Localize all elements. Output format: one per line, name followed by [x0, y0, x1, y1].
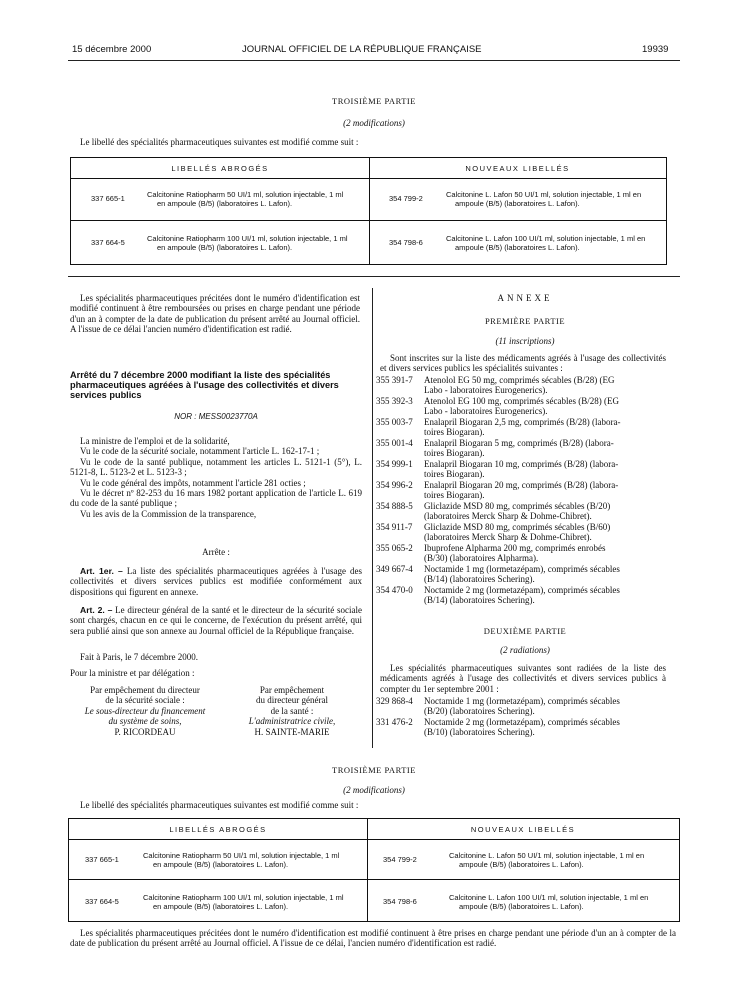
article-2 — [70, 605, 362, 636]
header-page-number: 19939 — [642, 44, 669, 55]
signature-right — [222, 685, 362, 737]
table-cell-code-old: 337 664-5 — [91, 238, 125, 247]
table-cell-old: Calcitonine Ratiopharm 100 UI/1 ml, solution injectable, 1 ml — [147, 234, 348, 243]
visa-line: Vu le code de la sécurité sociale, notamment l'article L. 162-17-1 ; — [80, 446, 320, 457]
table-cell-new: ampoule (B/5) (laboratoires L. Lafon). — [455, 199, 580, 208]
part1-title: PREMIÈRE PARTIE — [484, 316, 566, 326]
table-head-new: NOUVEAUX LIBELLÉS — [470, 825, 576, 834]
list-item: 349 667-4 Noctamide 1 mg (lormetazépam), comprimés sécables (B/14) (laboratoires Schering). — [376, 564, 620, 585]
table-cell-code-old: 337 664-5 — [85, 897, 119, 906]
list-item: 329 868-4 Noctamide 1 mg (lormetazépam), comprimés sécables (B/20) (laboratoires Schering). — [376, 696, 620, 717]
table-cell-old: en ampoule (B/5) (laboratoires L. Lafon). — [157, 199, 293, 208]
article-1-label: Art. 1er. – — [80, 566, 123, 576]
signature-line: de la santé : — [270, 705, 314, 716]
visa-line: Vu le code général des impôts, notamment l'article 281 octies ; — [80, 477, 306, 488]
nor-reference: NOR : MESS0023770A — [174, 412, 258, 421]
visa-line: La ministre de l'emploi et de la solidarité, — [80, 436, 230, 446]
signature-line: L'administratrice civile, — [248, 716, 336, 727]
list-item: 355 391-7 Atenolol EG 50 mg, comprimés sécables (B/28) (EG Labo - laboratoires Eurogenerics). — [376, 375, 615, 396]
table-cell-old: en ampoule (B/5) (laboratoires L. Lafon). — [153, 860, 289, 869]
part2-intro: Les spécialités pharmaceutiques suivantes sont radiées de la liste des médicaments agréés à l'usage des collectivités et divers services publics à compter du 1er septembre 2001 : — [380, 663, 666, 694]
signature-date: Fait à Paris, le 7 décembre 2000. — [80, 652, 198, 662]
column-divider — [372, 288, 373, 748]
part1-intro: Sont inscrites sur la liste des médicaments agréés à l'usage des collectivités et divers services publics les spécialités suivantes : — [380, 353, 666, 374]
delegation-line: Pour la ministre et par délégation : — [70, 668, 195, 678]
table-cell-old: en ampoule (B/5) (laboratoires L. Lafon). — [153, 902, 289, 911]
table-cell-new: Calcitonine L. Lafon 100 UI/1 ml, solution injectable, 1 ml en — [449, 893, 649, 902]
table-cell-new: ampoule (B/5) (laboratoires L. Lafon). — [459, 860, 584, 869]
table-cell-new: Calcitonine L. Lafon 50 UI/1 ml, solution injectable, 1 ml en — [446, 190, 642, 199]
table-cell-new: ampoule (B/5) (laboratoires L. Lafon). — [459, 902, 584, 911]
table-cell-old: Calcitonine Ratiopharm 50 UI/1 ml, solution injectable, 1 ml — [147, 190, 344, 199]
list-item: 354 911-7 Gliclazide MSD 80 mg, comprimés sécables (B/60) (laboratoires Merck Sharp & Dohme-Chibret). — [376, 522, 611, 543]
table-cell-old: en ampoule (B/5) (laboratoires L. Lafon). — [157, 243, 293, 252]
table-cell-new: Calcitonine L. Lafon 100 UI/1 ml, solution injectable, 1 ml en — [446, 234, 646, 243]
table-cell-code-new: 354 799-2 — [383, 855, 417, 864]
section-subtitle-bottom: (2 modifications) — [343, 785, 405, 795]
list-item: 331 476-2 Noctamide 2 mg (lormetazépam), comprimés sécables (B/10) (laboratoires Schering). — [376, 717, 620, 738]
signature-line: Par empêchement du directeur — [90, 685, 200, 695]
table-cell-old: Calcitonine Ratiopharm 100 UI/1 ml, solution injectable, 1 ml — [143, 893, 344, 902]
table-head-new: NOUVEAUX LIBELLÉS — [465, 164, 570, 173]
table-cell-new: Calcitonine L. Lafon 50 UI/1 ml, solution injectable, 1 ml en — [449, 851, 645, 860]
modifications-table-top — [70, 157, 667, 265]
table-cell-code-new: 354 799-2 — [389, 194, 423, 203]
signature-left — [70, 685, 220, 737]
article-1 — [70, 566, 362, 597]
signature-line: Par empêchement — [259, 685, 325, 695]
article-1-text: La liste des spécialités pharmaceutiques agréées à l'usage des collectivités et divers services publics est modifiée conformément aux dispositions qui figurent en annexe. — [70, 566, 363, 597]
section-intro-top: Le libellé des spécialités pharmaceutiques suivantes est modifié comme suit : — [80, 137, 359, 147]
list-item: 355 001-4 Enalapril Biogaran 5 mg, comprimés (B/28) (labora- toires Biogaran). — [376, 438, 614, 459]
signatory-name: P. RICORDEAU — [114, 726, 176, 737]
header-journal: JOURNAL OFFICIEL DE LA RÉPUBLIQUE FRANÇAISE — [242, 44, 482, 55]
part2-subtitle: (2 radiations) — [500, 645, 550, 655]
part2-title: DEUXIÈME PARTIE — [483, 626, 567, 636]
paragraph-remboursement: Les spécialités pharmaceutiques précitées dont le numéro d'identification est modifié continuent à être remboursées ou prises en charge pendant une période d'un an à compter de la date de publication du présent arrêté au Journal officiel. A l'issue de ce délai l'ancien numéro d'identification est radié. — [70, 293, 360, 335]
section-rule — [68, 276, 680, 277]
article-2-label: Art. 2. – — [80, 605, 113, 615]
article-2-text: Le directeur général de la santé et le directeur de la sécurité sociale sont chargés, chacun en ce qui le concerne, de l'exécution du présent arrêté, qui sera publié ainsi que son annexe au Journal officiel de la République française. — [70, 605, 362, 636]
section-subtitle-top: (2 modifications) — [343, 118, 405, 128]
list-item: 354 470-0 Noctamide 2 mg (lormetazépam), comprimés sécables (B/14) (laboratoires Schering). — [376, 585, 620, 606]
section-intro-bottom: Le libellé des spécialités pharmaceutiques suivantes est modifié comme suit : — [80, 800, 359, 810]
signature-line: de la sécurité sociale : — [105, 695, 185, 706]
modifications-table-bottom — [68, 818, 680, 922]
table-cell-code-old: 337 665-1 — [91, 194, 125, 203]
visa-line: Vu le décret nº 82-253 du 16 mars 1982 portant application de l'article L. 619 du code de la santé publique ; — [70, 488, 362, 509]
list-item: 354 888-5 Gliclazide MSD 80 mg, comprimés sécables (B/20) (laboratoires Merck Sharp & Dohme-Chibret). — [376, 501, 611, 522]
signature-line: Le sous-directeur du financement — [84, 705, 206, 716]
table-cell-code-new: 354 798-6 — [383, 897, 417, 906]
footer-paragraph: Les spécialités pharmaceutiques précitées dont le numéro d'identification est modifié continuent à être prises en charge pendant une période d'un an à compter de la date de publication du présent arrêté au Journal officiel. A l'issue de ce délai, l'ancien numéro d'identification est radié. — [70, 928, 676, 949]
section-title-top: TROISIÈME PARTIE — [332, 96, 416, 106]
header-rule — [68, 60, 680, 61]
table-cell-new: ampoule (B/5) (laboratoires L. Lafon). — [455, 243, 580, 252]
signature-line: du directeur général — [256, 695, 328, 706]
visa-line: Vu le code de la santé publique, notamment les articles L. 5121-1 (5°), L. 5121-8, L. 5123-2 et L. 5123-3 ; — [70, 456, 362, 478]
list-item: 354 996-2 Enalapril Biogaran 20 mg, comprimés (B/28) (labora- toires Biogaran). — [376, 480, 619, 501]
table-cell-code-new: 354 798-6 — [389, 238, 423, 247]
visas-block — [70, 436, 362, 519]
arrete-heading: Arrête : — [202, 547, 230, 557]
section-title-bottom: TROISIÈME PARTIE — [332, 765, 416, 775]
annexe-title: ANNEXE — [497, 293, 553, 303]
table-cell-old: Calcitonine Ratiopharm 50 UI/1 ml, solution injectable, 1 ml — [143, 851, 340, 860]
signatory-name: H. SAINTE-MARIE — [254, 726, 330, 737]
table-head-old: LIBELLÉS ABROGÉS — [171, 164, 269, 173]
part1-subtitle: (11 inscriptions) — [495, 336, 555, 346]
signature-line: du système de soins, — [108, 716, 182, 727]
header-date: 15 décembre 2000 — [72, 44, 152, 55]
arrete-title: Arrêté du 7 décembre 2000 modifiant la liste des spécialités pharmaceutiques agréées à l'usage des collectivités et divers services publics — [70, 370, 339, 401]
list-item: 355 392-3 Atenolol EG 100 mg, comprimés sécables (B/28) (EG Labo - laboratoires Eurogenerics). — [376, 396, 619, 417]
list-item: 354 999-1 Enalapril Biogaran 10 mg, comprimés (B/28) (labora- toires Biogaran). — [376, 459, 619, 480]
list-item: 355 065-2 Ibuprofene Alpharma 200 mg, comprimés enrobés (B/30) (laboratoires Alpharma). — [376, 543, 606, 564]
list-item: 355 003-7 Enalapril Biogaran 2,5 mg, comprimés (B/28) (labora- toires Biogaran). — [376, 417, 621, 438]
table-head-old: LIBELLÉS ABROGÉS — [169, 825, 267, 834]
table-cell-code-old: 337 665-1 — [85, 855, 119, 864]
visa-line: Vu les avis de la Commission de la transparence, — [80, 508, 257, 519]
